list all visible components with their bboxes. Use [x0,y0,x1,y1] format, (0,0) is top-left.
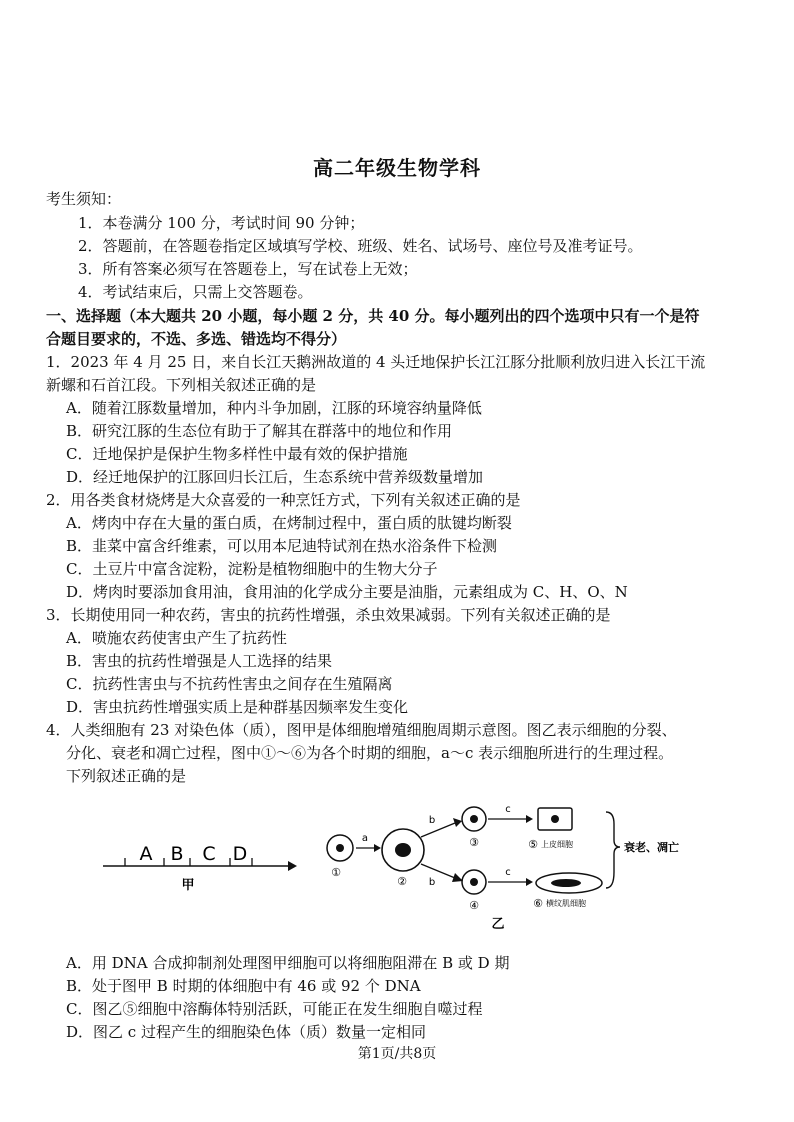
phase-label: C [202,843,216,865]
option-b: B．研究江豚的生态位有助于了解其在群落中的地位和作用 [66,422,453,440]
notice-item: 2．答题前，在答题卷指定区域填写学校、班级、姓名、试场号、座位号及准考证号。 [78,237,643,255]
nucleus [470,815,478,823]
question-stem: 新螺和石首江段。下列相关叙述正确的是 [46,376,317,394]
cell-label: ② [397,875,407,888]
option-c: C．迁地保护是保护生物多样性中最有效的保护措施 [66,445,408,463]
option-c: C．抗药性害虫与不抗药性害虫之间存在生殖隔离 [66,675,393,693]
arrow-head [453,818,462,827]
figure-area [0,790,794,940]
cell-5-name: 上皮细胞 [541,840,573,849]
question-stem: 下列叙述正确的是 [66,767,187,785]
option-a: A．用 DNA 合成抑制剂处理图甲细胞可以将细胞阻滞在 B 或 D 期 [66,954,510,972]
nucleus [336,844,344,852]
arrow-b [421,864,455,878]
nucleus [551,879,581,887]
figure-caption: 甲 [181,878,195,893]
phase-label: B [170,843,184,865]
process-label: b [428,877,436,888]
option-a: A．烤肉中存在大量的蛋白质，在烤制过程中，蛋白质的肽键均断裂 [66,514,512,532]
question-stem: 2．用各类食材烧烤是大众喜爱的一种烹饪方式，下列有关叙述正确的是 [46,491,521,509]
option-b: B．处于图甲 B 时期的体细胞中有 46 或 92 个 DNA [66,977,421,995]
cell-label: ⑤ [528,838,538,851]
section-heading: 合题目要求的，不选、多选、错选均不得分） [46,330,347,348]
figure-yi [327,804,679,932]
notice-item: 1．本卷满分 100 分，考试时间 90 分钟； [78,214,365,232]
process-label: b [428,815,436,826]
arrow-head [288,861,297,871]
arrow-b [421,823,455,837]
question-stem: 1．2023 年 4 月 25 日，来自长江天鹅洲故道的 4 头迁地保护长江江豚分批顺利放归进入长江干流 [46,353,706,371]
option-a: A．喷施农药使害虫产生了抗药性 [66,629,287,647]
page-title: 高二年级生物学科 [313,156,481,180]
notice-heading: 考生须知： [46,190,122,208]
page-footer: 第1页/共8页 [357,1046,437,1062]
process-label: c [505,867,511,878]
option-d: D．经迁地保护的江豚回归长江后，生态系统中营养级数量增加 [66,468,484,486]
notice-item: 4．考试结束后，只需上交答题卷。 [78,283,313,301]
question-stem: 分化、衰老和凋亡过程，图中①～⑥为各个时期的细胞，a～c 表示细胞所进行的生理过程。 [66,744,674,762]
cell-label: ⑥ [533,897,543,910]
bracket-text: 衰老、凋亡 [624,841,679,854]
section-heading: 一、选择题（本大题共 20 小题，每小题 2 分，共 40 分。每小题列出的四个选项中只有一个是符 [46,307,700,325]
nucleus [470,878,478,886]
cell-6-name: 横纹肌细胞 [546,899,586,908]
arrow-head [374,844,381,852]
figure-caption: 乙 [491,917,505,932]
option-d: D．害虫抗药性增强实质上是种群基因频率发生变化 [66,698,409,716]
phase-label: A [139,843,153,865]
question-stem: 4．人类细胞有 23 对染色体（质），图甲是体细胞增殖细胞周期示意图。图乙表示细胞的分裂、 [46,721,677,739]
question-stem: 3．长期使用同一种农药，害虫的抗药性增强，杀虫效果减弱。下列有关叙述正确的是 [46,606,611,624]
arrow-head [526,815,533,823]
cell-label: ① [331,866,341,879]
figure-jia [103,843,297,893]
phase-label: D [232,843,248,865]
notice-item: 3．所有答案必须写在答题卷上，写在试卷上无效； [78,260,418,278]
option-a: A．随着江豚数量增加，种内斗争加剧，江豚的环境容纳量降低 [66,399,482,417]
process-label: a [361,833,369,844]
nucleus [551,815,559,823]
cell-label: ④ [469,899,479,912]
cell-label: ③ [469,836,479,849]
option-d: D．烤肉时要添加食用油，食用油的化学成分主要是油脂，元素组成为 C、H、O、N [66,583,628,601]
bracket [606,812,620,888]
option-c: C．图乙⑤细胞中溶酶体特别活跃，可能正在发生细胞自噬过程 [66,1000,483,1018]
arrow-head [526,878,533,886]
option-b: B．害虫的抗药性增强是人工选择的结果 [66,652,333,670]
option-c: C．土豆片中富含淀粉，淀粉是植物细胞中的生物大分子 [66,560,438,578]
process-label: c [505,804,511,815]
option-d: D．图乙 c 过程产生的细胞染色体（质）数量一定相同 [66,1023,426,1041]
nucleus [395,843,411,857]
option-b: B．韭菜中富含纤维素，可以用本尼迪特试剂在热水浴条件下检测 [66,537,498,555]
